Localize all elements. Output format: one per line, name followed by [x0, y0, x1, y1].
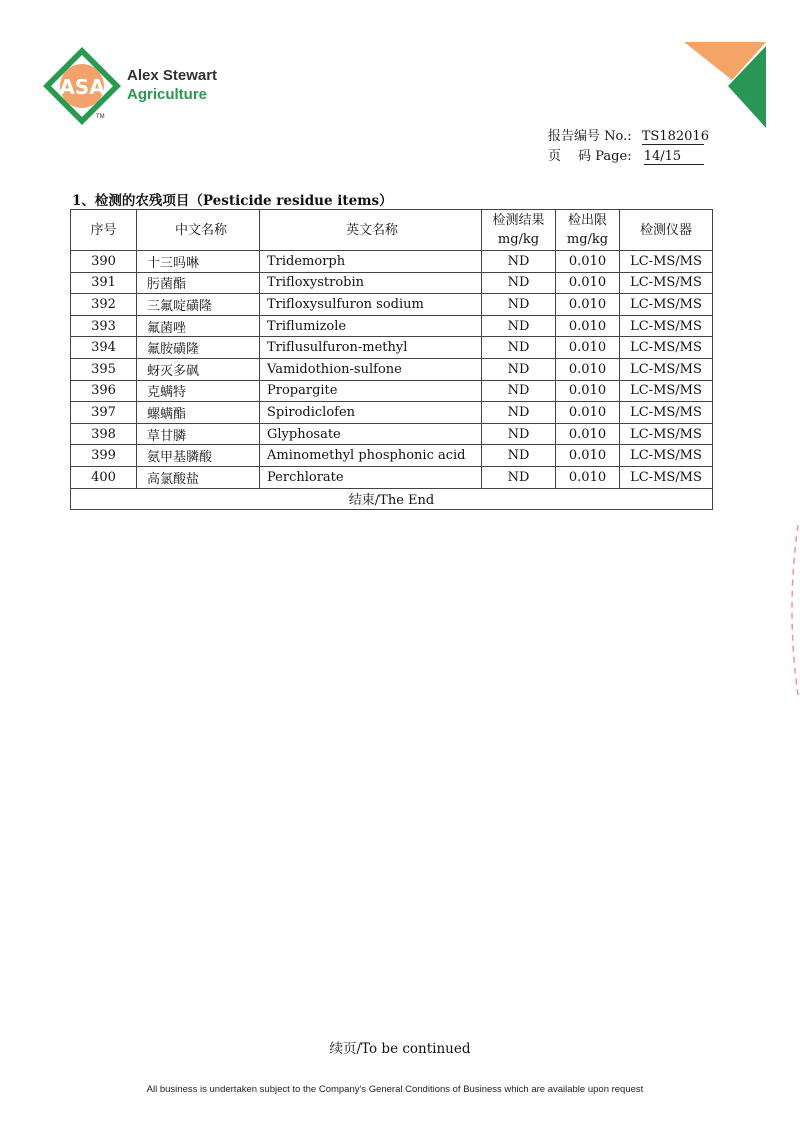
corner-decoration	[684, 42, 766, 128]
row-instrument: LC-MS/MS	[620, 466, 713, 488]
table-row	[71, 358, 713, 380]
row-instrument: LC-MS/MS	[620, 251, 713, 273]
row-no: 399	[71, 445, 137, 467]
table-row	[71, 315, 713, 337]
table-row	[71, 251, 713, 273]
row-en-name: Glyphosate	[260, 423, 482, 445]
page-number-row	[548, 147, 704, 167]
row-en-name: Tridemorph	[260, 251, 482, 273]
row-cn-name: 氨甲基膦酸	[137, 445, 260, 467]
stamp-edge	[782, 520, 800, 700]
row-no: 395	[71, 358, 137, 380]
row-no: 393	[71, 315, 137, 337]
header-result	[482, 210, 556, 251]
row-cn-name: 螺螨酯	[137, 402, 260, 424]
report-number-value: TS182016	[641, 129, 709, 144]
table-row	[71, 294, 713, 316]
row-no: 400	[71, 466, 137, 488]
row-lod: 0.010	[556, 337, 620, 359]
page-number-value: 14/15	[644, 149, 704, 165]
row-en-name: Vamidothion-sulfone	[260, 358, 482, 380]
row-result: ND	[482, 380, 556, 402]
row-lod: 0.010	[556, 251, 620, 273]
row-no: 397	[71, 402, 137, 424]
header-result-unit: mg/kg	[497, 232, 540, 247]
row-instrument: LC-MS/MS	[620, 445, 713, 467]
report-meta	[548, 127, 709, 167]
row-no: 391	[71, 272, 137, 294]
row-en-name: Trifloxystrobin	[260, 272, 482, 294]
header-no: 序号	[71, 210, 137, 251]
row-instrument: LC-MS/MS	[620, 337, 713, 359]
row-lod: 0.010	[556, 423, 620, 445]
row-lod: 0.010	[556, 402, 620, 424]
row-no: 398	[71, 423, 137, 445]
table-end-row	[71, 488, 713, 510]
report-number-label: 报告编号 No.:	[548, 129, 632, 144]
row-lod: 0.010	[556, 445, 620, 467]
page-number-label: 页 码 Page:	[548, 149, 632, 164]
table-row	[71, 380, 713, 402]
report-number-row	[548, 127, 709, 147]
header-cn-name: 中文名称	[137, 210, 260, 251]
row-en-name: Triflumizole	[260, 315, 482, 337]
row-cn-name: 草甘膦	[137, 423, 260, 445]
row-en-name: Spirodiclofen	[260, 402, 482, 424]
row-cn-name: 氟胺磺隆	[137, 337, 260, 359]
row-cn-name: 高氯酸盐	[137, 466, 260, 488]
company-name-line2: Agriculture	[127, 86, 208, 103]
row-lod: 0.010	[556, 380, 620, 402]
row-cn-name: 克螨特	[137, 380, 260, 402]
table-header-row	[71, 210, 713, 251]
row-lod: 0.010	[556, 315, 620, 337]
row-result: ND	[482, 294, 556, 316]
table-row	[71, 402, 713, 424]
company-logo	[42, 46, 122, 126]
row-instrument: LC-MS/MS	[620, 294, 713, 316]
row-cn-name: 三氟啶磺隆	[137, 294, 260, 316]
table-row	[71, 466, 713, 488]
table-end-text: 结束/The End	[71, 488, 713, 510]
row-no: 390	[71, 251, 137, 273]
company-name	[127, 66, 217, 104]
table-row	[71, 445, 713, 467]
row-cn-name: 氟菌唑	[137, 315, 260, 337]
row-lod: 0.010	[556, 358, 620, 380]
header-result-label: 检测结果	[492, 213, 545, 228]
row-result: ND	[482, 402, 556, 424]
row-lod: 0.010	[556, 294, 620, 316]
table-row	[71, 337, 713, 359]
row-instrument: LC-MS/MS	[620, 358, 713, 380]
row-instrument: LC-MS/MS	[620, 402, 713, 424]
row-en-name: Aminomethyl phosphonic acid	[260, 445, 482, 467]
logo-letters: ASA	[59, 75, 105, 99]
row-cn-name: 肟菌酯	[137, 272, 260, 294]
row-en-name: Perchlorate	[260, 466, 482, 488]
row-no: 392	[71, 294, 137, 316]
row-result: ND	[482, 466, 556, 488]
row-cn-name: 十三吗啉	[137, 251, 260, 273]
company-name-line1: Alex Stewart	[127, 67, 218, 84]
row-cn-name: 蚜灭多砜	[137, 358, 260, 380]
header-en-name: 英文名称	[260, 210, 482, 251]
row-result: ND	[482, 445, 556, 467]
row-lod: 0.010	[556, 466, 620, 488]
row-result: ND	[482, 423, 556, 445]
table-row	[71, 272, 713, 294]
header-lod-label: 检出限	[567, 213, 607, 228]
row-lod: 0.010	[556, 272, 620, 294]
row-result: ND	[482, 272, 556, 294]
row-instrument: LC-MS/MS	[620, 315, 713, 337]
row-result: ND	[482, 358, 556, 380]
row-en-name: Propargite	[260, 380, 482, 402]
continued-note: 续页/To be continued	[329, 1041, 471, 1057]
row-result: ND	[482, 251, 556, 273]
trademark-mark: TM	[96, 114, 105, 120]
pesticide-table	[70, 209, 713, 510]
table-row	[71, 423, 713, 445]
header-lod-unit: mg/kg	[566, 232, 609, 247]
row-instrument: LC-MS/MS	[620, 380, 713, 402]
header-lod	[556, 210, 620, 251]
footer-terms: All business is undertaken subject to the Company's General Conditions of Business which are available upon request	[146, 1084, 644, 1095]
row-instrument: LC-MS/MS	[620, 423, 713, 445]
row-result: ND	[482, 315, 556, 337]
section-title: 1、检测的农残项目（Pesticide residue items）	[72, 193, 393, 209]
row-no: 394	[71, 337, 137, 359]
row-en-name: Triflusulfuron-methyl	[260, 337, 482, 359]
row-no: 396	[71, 380, 137, 402]
row-en-name: Trifloxysulfuron sodium	[260, 294, 482, 316]
row-instrument: LC-MS/MS	[620, 272, 713, 294]
row-result: ND	[482, 337, 556, 359]
header-instrument: 检测仪器	[620, 210, 713, 251]
